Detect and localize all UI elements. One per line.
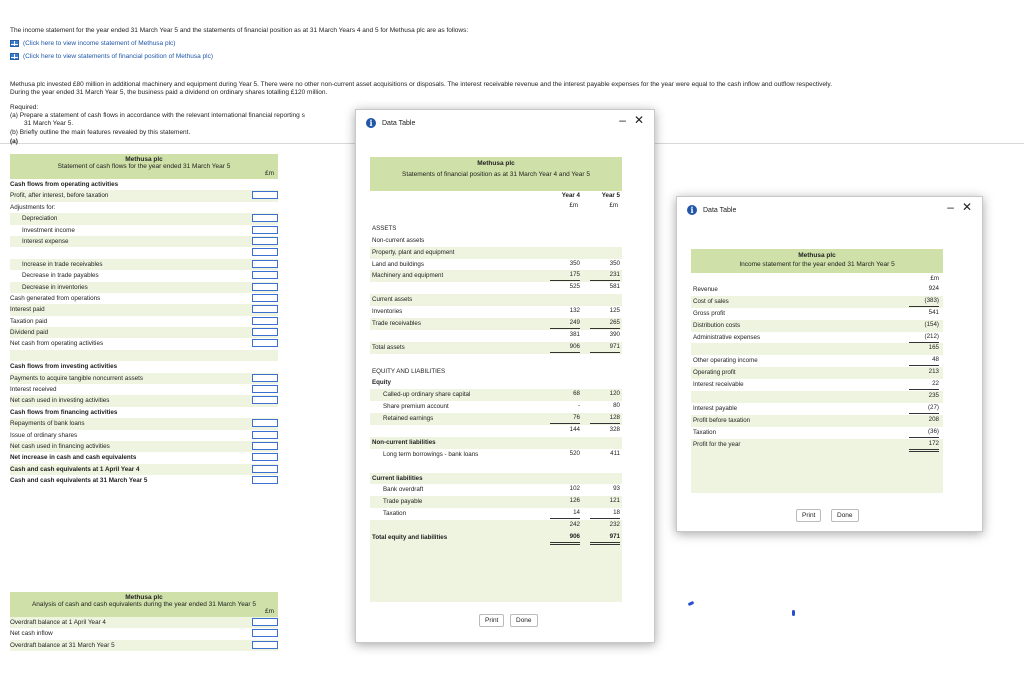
value-year4: 350 <box>569 259 580 267</box>
dialog-title <box>687 205 736 215</box>
amount-input[interactable] <box>252 476 278 484</box>
income-value: (27) <box>909 403 939 414</box>
row-label: Taxation <box>383 510 407 518</box>
amount-input[interactable] <box>252 271 278 279</box>
income-title: Income statement for the year ended 31 March Year 5 <box>739 261 895 268</box>
income-row <box>691 439 943 451</box>
row-label: Trade payable <box>383 498 423 506</box>
row-label: Cash generated from operations <box>10 294 101 302</box>
cash-flow-worksheet <box>10 154 278 487</box>
unit-label: £m <box>264 608 274 615</box>
sofp-row <box>370 532 622 544</box>
sofp-row <box>370 294 622 306</box>
unit-label: £m <box>264 170 274 177</box>
worksheet-row <box>10 384 278 395</box>
row-label: Total assets <box>372 343 405 351</box>
link-financial-position[interactable] <box>10 53 213 61</box>
income-value: 22 <box>909 379 939 390</box>
value-year5: 350 <box>609 259 620 267</box>
worksheet-row <box>10 338 278 349</box>
row-label: Net increase in cash and cash equivalents <box>10 454 137 462</box>
sofp-row <box>370 282 622 294</box>
unit-year5: £m <box>609 202 618 209</box>
dialog-title-label: Data Table <box>703 206 737 214</box>
value-year4 <box>550 377 580 387</box>
stray-mark <box>688 601 695 606</box>
dialog-title <box>366 118 415 128</box>
value-year4: 175 <box>550 270 580 281</box>
row-label: Profit for the year <box>693 440 741 448</box>
amount-input[interactable] <box>252 641 278 649</box>
amount-input[interactable] <box>252 339 278 347</box>
statement-title: Statement of cash flows for the year ended 31 March Year 5 <box>57 163 231 170</box>
amount-input[interactable] <box>252 191 278 199</box>
row-label: ASSETS <box>372 224 397 232</box>
value-year4: 381 <box>569 330 580 338</box>
row-label: Trade receivables <box>372 320 421 328</box>
value-year4: - <box>577 402 580 410</box>
row-label: Called-up ordinary share capital <box>383 391 471 399</box>
income-sheet <box>691 249 943 493</box>
value-year5: 120 <box>609 390 620 398</box>
col-year5: Year 5 <box>601 192 620 199</box>
value-year4 <box>550 294 580 304</box>
income-row <box>691 332 943 344</box>
sofp-row <box>370 318 622 330</box>
row-label: Land and buildings <box>372 260 424 268</box>
company-name: Methusa plc <box>125 156 163 163</box>
income-value: 48 <box>909 355 939 366</box>
income-value: 235 <box>928 392 939 400</box>
minimize-button[interactable]: – <box>619 113 626 127</box>
amount-input[interactable] <box>252 214 278 222</box>
income-value: 924 <box>928 285 939 292</box>
data-table-dialog-sofp <box>355 109 655 643</box>
row-label: Revenue <box>693 286 718 293</box>
analysis-worksheet <box>10 592 278 651</box>
intro-text: The income statement for the year ended 31 March Year 5 and the statements of financial position as at 31 March Years 4 and 5 for Methusa plc are as follows: <box>10 27 469 34</box>
amount-input[interactable] <box>252 618 278 626</box>
row-label: Interest receivable <box>693 381 744 389</box>
worksheet-row <box>10 407 278 418</box>
paragraph-investment: Methusa plc invested £80 million in additional machinery and equipment during Year 5. There were no other non-current asset acquisitions or disposals. The interest receivable revenue and the interest payable expenses for the year were equal to the cash inflow and outflow respectively. <box>10 81 833 88</box>
income-value: 172 <box>909 439 939 452</box>
worksheet-row <box>10 452 278 463</box>
value-year4: 126 <box>569 497 580 505</box>
value-year4 <box>550 223 580 233</box>
amount-input[interactable] <box>252 442 278 450</box>
amount-input[interactable] <box>252 453 278 461</box>
income-value: 541 <box>928 308 939 316</box>
table-icon <box>10 53 19 60</box>
row-label: Current assets <box>372 296 413 304</box>
sofp-row <box>370 330 622 342</box>
value-year4: 102 <box>569 485 580 493</box>
row-label: Taxation paid <box>10 317 48 325</box>
row-label: Profit before taxation <box>693 416 751 424</box>
done-button[interactable]: Done <box>831 509 859 522</box>
worksheet-row <box>10 441 278 452</box>
stray-mark <box>792 610 795 616</box>
info-icon: i <box>687 205 697 215</box>
close-button[interactable]: ✕ <box>961 200 972 214</box>
value-year5 <box>590 366 620 376</box>
value-year4 <box>550 247 580 257</box>
link-financial-position-label[interactable]: (Click here to view statements of financial position of Methusa plc) <box>23 53 214 60</box>
row-label: Decrease in trade payables <box>22 272 99 280</box>
income-row <box>691 355 943 367</box>
amount-input[interactable] <box>252 248 278 256</box>
row-label: Equity <box>372 379 391 387</box>
value-year4: 906 <box>550 342 580 355</box>
income-row <box>691 343 943 355</box>
link-income-statement[interactable] <box>10 40 175 48</box>
row-label: Distribution costs <box>693 321 741 329</box>
income-value: (36) <box>909 427 939 438</box>
amount-input[interactable] <box>252 317 278 325</box>
table-icon <box>10 40 19 47</box>
value-year4 <box>550 354 580 364</box>
income-row <box>691 379 943 391</box>
dialog-title-label: Data Table <box>382 119 416 127</box>
income-row <box>691 320 943 332</box>
value-year5 <box>590 223 620 233</box>
amount-input[interactable] <box>252 237 278 245</box>
value-year4 <box>550 461 580 471</box>
sofp-row <box>370 366 622 378</box>
worksheet-row <box>10 430 278 441</box>
worksheet-row <box>10 373 278 384</box>
sofp-row <box>370 377 622 389</box>
value-year5: 18 <box>590 508 620 519</box>
part-a-label: (a) <box>10 138 18 145</box>
sofp-row <box>370 449 622 461</box>
print-button[interactable]: Print <box>796 509 821 522</box>
amount-input[interactable] <box>252 283 278 291</box>
row-label: Machinery and equipment <box>372 272 444 280</box>
sofp-row <box>370 425 622 437</box>
worksheet-row <box>10 418 278 429</box>
row-label: Gross profit <box>693 309 725 317</box>
value-year5 <box>590 377 620 387</box>
row-label: Retained earnings <box>383 415 434 423</box>
row-label: Interest payable <box>693 404 738 412</box>
value-year5: 265 <box>590 318 620 329</box>
unit-label: £m <box>930 275 939 282</box>
row-label: Cost of sales <box>693 297 729 305</box>
value-year5 <box>590 473 620 483</box>
income-value: (212) <box>909 332 939 343</box>
value-year5: 93 <box>613 485 620 493</box>
value-year4: 76 <box>550 413 580 424</box>
amount-input[interactable] <box>252 374 278 382</box>
worksheet-header <box>10 154 278 179</box>
analysis-header <box>10 592 278 617</box>
row-label: Administrative expenses <box>693 333 761 341</box>
sofp-row <box>370 211 622 223</box>
income-row <box>691 308 943 320</box>
analysis-title: Analysis of cash and cash equivalents during the year ended 31 March Year 5 <box>31 601 257 608</box>
amount-input[interactable] <box>252 385 278 393</box>
worksheet-row <box>10 628 278 639</box>
worksheet-row <box>10 179 278 190</box>
row-label: Taxation <box>693 428 717 436</box>
value-year5: 971 <box>590 342 620 355</box>
unit-year4: £m <box>569 202 578 209</box>
close-button[interactable]: ✕ <box>633 113 644 127</box>
value-year5: 328 <box>609 426 620 434</box>
income-row <box>691 415 943 427</box>
income-value: 208 <box>928 415 939 423</box>
company-name: Methusa plc <box>477 160 515 167</box>
sofp-row <box>370 306 622 318</box>
row-label: Investment income <box>22 226 75 234</box>
row-label: Operating profit <box>693 369 736 377</box>
value-year4: 68 <box>573 390 580 398</box>
row-label: Interest expense <box>22 237 69 245</box>
income-row <box>691 403 943 415</box>
sofp-row <box>370 520 622 532</box>
value-year4: 525 <box>569 283 580 291</box>
row-label: Interest received <box>10 386 57 394</box>
value-year5: 125 <box>609 307 620 315</box>
row-label: Increase in trade receivables <box>22 260 103 268</box>
worksheet-row <box>10 282 278 293</box>
sofp-header <box>370 157 622 191</box>
income-header <box>691 249 943 273</box>
amount-input[interactable] <box>252 328 278 336</box>
value-year5 <box>590 211 620 221</box>
amount-input[interactable] <box>252 465 278 473</box>
sofp-row <box>370 508 622 520</box>
amount-input[interactable] <box>252 260 278 268</box>
row-label: Decrease in inventories <box>22 283 88 291</box>
row-label: Share premium account <box>383 403 449 411</box>
required-heading: Required: <box>10 104 39 111</box>
value-year5: 231 <box>590 270 620 281</box>
row-label: Non-current liabilities <box>372 438 436 446</box>
value-year4: 14 <box>550 508 580 519</box>
income-row <box>691 284 943 296</box>
worksheet-row <box>10 327 278 338</box>
worksheet-row <box>10 213 278 224</box>
amount-input[interactable] <box>252 294 278 302</box>
amount-input[interactable] <box>252 396 278 404</box>
sofp-col-header <box>370 191 622 201</box>
value-year5: 121 <box>609 497 620 505</box>
row-label: Dividend paid <box>10 329 49 337</box>
sofp-row <box>370 413 622 425</box>
worksheet-row <box>10 190 278 201</box>
worksheet-row <box>10 316 278 327</box>
income-row <box>691 391 943 403</box>
amount-input[interactable] <box>252 419 278 427</box>
required-a: (a) Prepare a statement of cash flows in accordance with the relevant international financial reporting s <box>10 112 305 119</box>
worksheet-row <box>10 475 278 486</box>
amount-input[interactable] <box>252 431 278 439</box>
worksheet-row <box>10 270 278 281</box>
worksheet-row <box>10 202 278 213</box>
value-year4: 132 <box>569 307 580 315</box>
sofp-row <box>370 437 622 449</box>
row-label: Non-current assets <box>372 236 425 244</box>
worksheet-row <box>10 350 278 361</box>
value-year4 <box>550 211 580 221</box>
row-label: Cash flows from operating activities <box>10 181 119 188</box>
sofp-sheet <box>370 157 622 602</box>
amount-input[interactable] <box>252 305 278 313</box>
data-table-dialog-income <box>676 196 983 532</box>
row-label: Overdraft balance at 31 March Year 5 <box>10 641 115 649</box>
worksheet-row <box>10 304 278 315</box>
sofp-row <box>370 247 622 259</box>
sofp-row <box>370 270 622 282</box>
row-label: Interest paid <box>10 306 45 314</box>
row-label: Inventories <box>372 308 403 316</box>
row-label: Net cash inflow <box>10 630 53 638</box>
value-year5 <box>590 437 620 447</box>
paragraph-dividend: During the year ended 31 March Year 5, the business paid a dividend on ordinary shares totalling £120 million. <box>10 89 328 96</box>
income-unit-row <box>691 273 943 284</box>
income-row <box>691 296 943 308</box>
value-year5 <box>590 294 620 304</box>
sofp-row <box>370 342 622 354</box>
worksheet-row <box>10 464 278 475</box>
row-label: Depreciation <box>22 215 58 223</box>
required-b: (b) Briefly outline the main features revealed by this statement. <box>10 129 191 136</box>
worksheet-row <box>10 259 278 270</box>
worksheet-row <box>10 395 278 406</box>
value-year5: 971 <box>590 532 620 545</box>
row-label: Cash and cash equivalents at 31 March Year 5 <box>10 477 148 485</box>
sofp-row <box>370 389 622 401</box>
sofp-title: Statements of financial position as at 31 March Year 4 and Year 5 <box>402 171 590 178</box>
row-label: Property, plant and equipment <box>372 248 455 256</box>
sofp-row <box>370 354 622 366</box>
row-label: Cash and cash equivalents at 1 April Year 4 <box>10 465 140 473</box>
row-label: Adjustments for: <box>10 203 56 211</box>
income-value: (154) <box>924 320 939 328</box>
value-year5: 581 <box>609 283 620 291</box>
value-year4 <box>550 473 580 483</box>
value-year4: 906 <box>550 532 580 545</box>
sofp-row <box>370 259 622 271</box>
income-row <box>691 367 943 379</box>
sofp-row <box>370 461 622 473</box>
row-label: Long term borrowings - bank loans <box>383 450 479 458</box>
worksheet-row <box>10 640 278 651</box>
value-year5 <box>590 461 620 471</box>
value-year4 <box>550 437 580 447</box>
value-year5: 232 <box>609 521 620 529</box>
value-year5: 128 <box>590 413 620 424</box>
done-button[interactable]: Done <box>510 614 538 627</box>
income-value: 165 <box>928 344 939 352</box>
value-year4: 520 <box>569 449 580 457</box>
value-year5: 411 <box>610 449 620 457</box>
value-year4 <box>550 235 580 245</box>
row-label: Issue of ordinary shares <box>10 431 78 439</box>
minimize-button[interactable]: – <box>947 200 954 214</box>
company-name: Methusa plc <box>125 594 163 601</box>
row-label: Net cash used in financing activities <box>10 442 110 450</box>
company-name: Methusa plc <box>798 252 836 259</box>
worksheet-row <box>10 361 278 372</box>
sofp-row <box>370 473 622 485</box>
required-a-cont: 31 March Year 5. <box>24 120 74 127</box>
value-year5: 390 <box>609 330 620 338</box>
value-year4: 249 <box>550 318 580 329</box>
row-label: Profit, after interest, before taxation <box>10 192 109 200</box>
link-income-statement-label[interactable]: (Click here to view income statement of Methusa plc) <box>23 40 176 47</box>
income-value: (383) <box>909 296 939 307</box>
row-label: Overdraft balance at 1 April Year 4 <box>10 619 106 626</box>
worksheet-row <box>10 247 278 258</box>
row-label: Cash flows from investing activities <box>10 363 118 371</box>
worksheet-row <box>10 617 278 628</box>
row-label: Repayments of bank loans <box>10 420 85 428</box>
value-year4: 242 <box>569 521 580 529</box>
row-label: Current liabilities <box>372 474 423 482</box>
sofp-row <box>370 223 622 235</box>
row-label: Bank overdraft <box>383 486 424 494</box>
sofp-row <box>370 235 622 247</box>
row-label: Net cash from operating activities <box>10 340 104 348</box>
row-label: Cash flows from financing activities <box>10 408 118 416</box>
print-button[interactable]: Print <box>479 614 504 627</box>
value-year5 <box>590 354 620 364</box>
row-label: Other operating income <box>693 357 758 365</box>
row-label: Net cash used in investing activities <box>10 397 110 405</box>
amount-input[interactable] <box>252 226 278 234</box>
worksheet-row <box>10 236 278 247</box>
worksheet-row <box>10 225 278 236</box>
income-value: 213 <box>928 368 939 376</box>
income-row <box>691 427 943 439</box>
value-year4 <box>550 366 580 376</box>
row-label: EQUITY AND LIABILITIES <box>372 367 446 375</box>
col-year4: Year 4 <box>561 192 580 199</box>
sofp-row <box>370 484 622 496</box>
row-label: Payments to acquire tangible noncurrent assets <box>10 374 144 382</box>
value-year5 <box>590 235 620 245</box>
value-year5 <box>590 247 620 257</box>
sofp-unit-row <box>370 201 622 211</box>
sofp-row <box>370 401 622 413</box>
value-year5: 80 <box>613 402 620 410</box>
sofp-row <box>370 496 622 508</box>
amount-input[interactable] <box>252 629 278 637</box>
value-year4: 144 <box>569 426 580 434</box>
info-icon: i <box>366 118 376 128</box>
worksheet-row <box>10 293 278 304</box>
row-label: Total equity and liabilities <box>372 534 448 542</box>
